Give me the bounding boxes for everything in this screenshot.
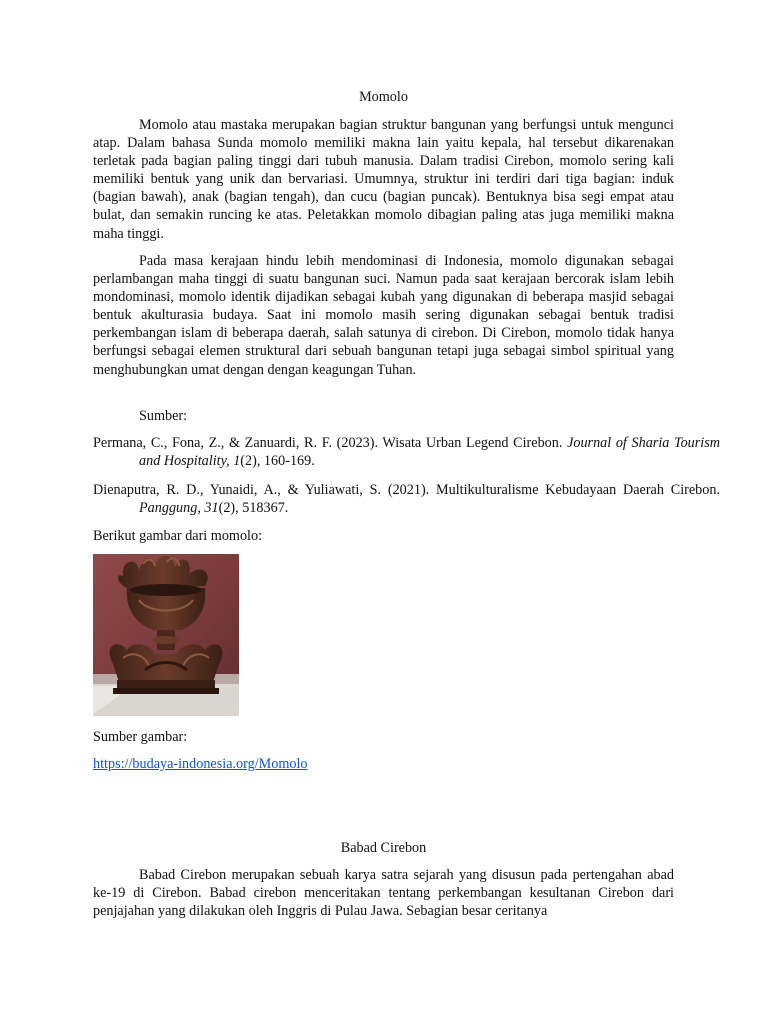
babad-paragraph-1: Babad Cirebon merupakan sebuah karya satra sejarah yang disusun pada pertengahan abad ke-19 di Cirebon. Babad cirebon menceritakan tentang perkembangan kesultanan Cirebon dari penjajahan yang dilakukan oleh Inggris di Pulau Jawa. Sebagian besar ceritanya	[93, 867, 674, 920]
momolo-paragraph-1: Momolo atau mastaka merupakan bagian struktur bangunan yang berfungsi untuk mengunci atap. Dalam bahasa Sunda momolo memiliki makna lain yaitu kepala, hal tersebut dikarenakan terletak pada bagian paling tinggi dari tubuh manusia. Dalam tradisi Cirebon, momolo sering kali memiliki bentuk yang unik dan bervariasi. Umumnya, struktur ini terdiri dari tiga bagian: induk (bagian bawah), anak (bagian tengah), dan cucu (bagian puncak). Bentuknya bisa segi empat atau bulat, dan semakin runcing ke atas. Peletakkan momolo dibagian paling atas juga memiliki makna maha tinggi.	[93, 117, 674, 242]
reference-1-text: Permana, C., Fona, Z., & Zanuardi, R. F. (2023). Wisata Urban Legend Cirebon.	[93, 435, 568, 451]
reference-2-tail: (2), 518367.	[218, 500, 289, 517]
reference-1-tail: (2), 160-169.	[240, 453, 315, 470]
image-source-link-line	[93, 755, 674, 773]
reference-2-journal: Panggung, 31	[139, 500, 219, 517]
reference-1	[93, 434, 720, 470]
reference-1-journal: Journal of Sharia Tourism and Hospitality, 1	[139, 435, 721, 470]
section-title-babad-cirebon: Babad Cirebon	[340, 840, 427, 856]
reference-2-text: Dienaputra, R. D., Yunaidi, A., & Yuliawati, S. (2021). Multikulturalisme Kebudayaan Daerah Cirebon.	[93, 482, 720, 498]
momolo-paragraph-2: Pada masa kerajaan hindu lebih mendominasi di Indonesia, momolo digunakan sebagai perlambangan maha tinggi di suatu bangunan suci. Namun pada saat kerajaan bercorak islam lebih mondominasi, momolo identik dijadikan sebagai kubah yang digunakan di beberapa masjid sebagai bentuk akulturasia budaya. Saat ini momolo masih sering digunakan sebagai bentuk tradisi perkembangan islam di beberapa daerah, salah satunya di cirebon. Di Cirebon, momolo tidak hanya berfungsi sebagai elemen struktural dari sebuah bangunan tetapi juga sebagai simbol spiritual yang menghubungkan umat dengan dengan keagungan Tuhan.	[93, 253, 674, 378]
momolo-photo	[93, 554, 239, 716]
image-intro: Berikut gambar dari momolo:	[93, 528, 263, 544]
reference-2	[93, 481, 720, 517]
section-title-momolo: Momolo	[359, 89, 408, 105]
sources-label: Sumber:	[139, 408, 188, 424]
image-source-label: Sumber gambar:	[93, 729, 188, 745]
image-source-link[interactable]: https://budaya-indonesia.org/Momolo	[93, 756, 308, 772]
